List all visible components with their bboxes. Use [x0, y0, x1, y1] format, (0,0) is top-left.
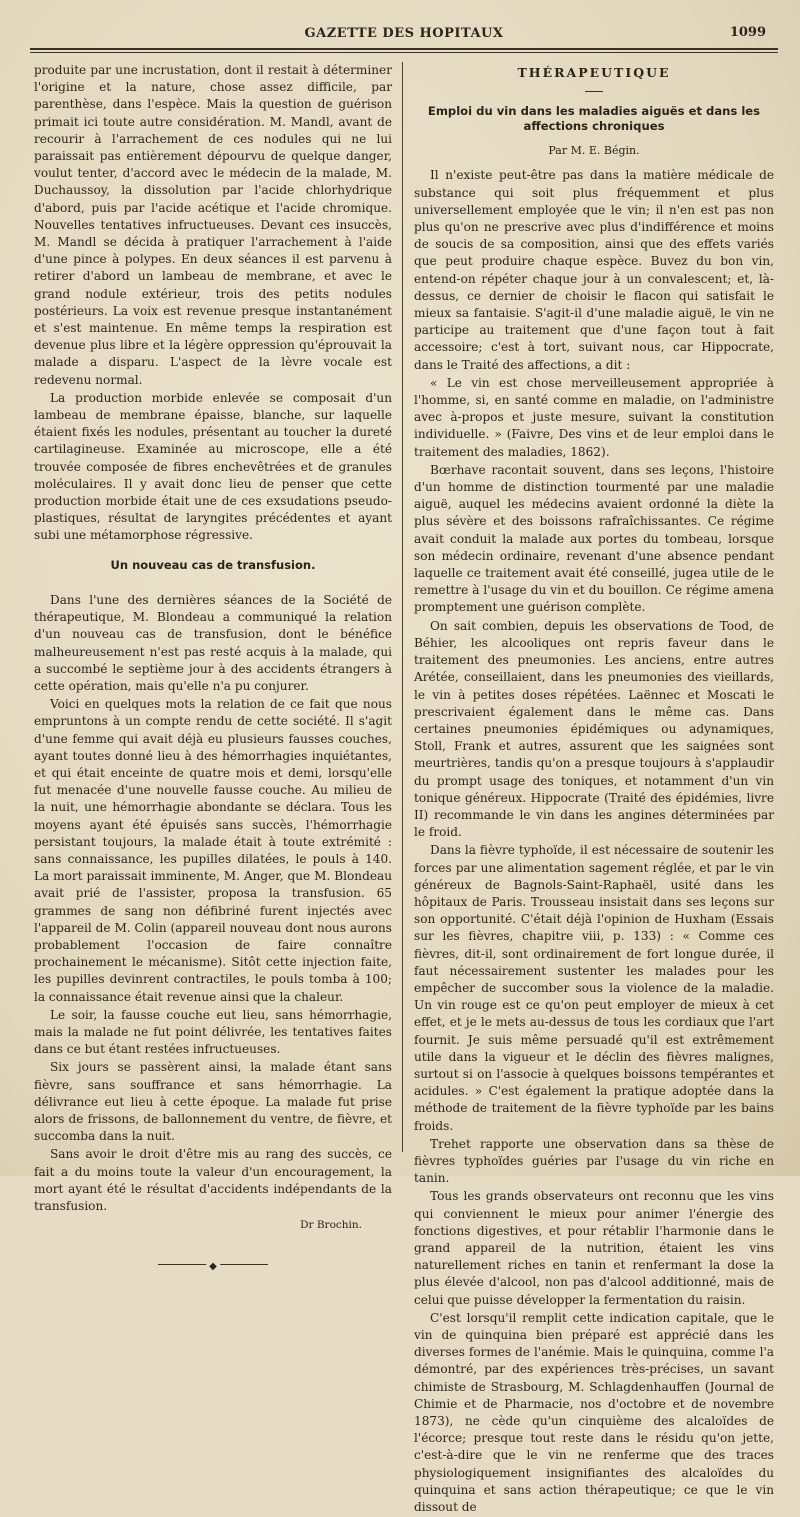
- paragraph: Sans avoir le droit d'être mis au rang des succès, ce fait a du moins toute la valeur d'un encouragement, la mort ayant été le résultat d'accidents indépendants de la transfusion.: [34, 1147, 392, 1213]
- paragraph: Il n'existe peut-être pas dans la matière médicale de substance qui soit plus fréquemment et plus universellement employée que le vin; il n'en est pas non plus qu'on ne prescrive avec plus d'indifférence et moins de soucis de sa composition, ainsi que des effets variés que peut produire chaque espèce. Buvez du bon vin, entend-on répéter chaque jour à un convalescent; et, là-dessus, ce dernier de choisir le flacon qui satisfait le mieux sa fantaisie. S'agit-il d'une maladie aiguë, le vin ne participe au traitement que d'une façon tout à fait accessoire; c'est à tort, suivant nous, car Hippocrate, dans le Traité des affections, a dit :: [414, 168, 774, 372]
- author-signature: Dr Brochin.: [300, 1219, 362, 1232]
- page-number: 1099: [729, 25, 766, 40]
- paragraph: Voici en quelques mots la relation de ce fait que nous empruntons à un compte rendu de cette société. Il s'agit d'une femme qui avait déjà eu plusieurs fausses couches, ayant toutes donné lieu à des hémorrhagies inquiétantes, et qui était enceinte de quatre mois et demi, lorsqu'elle fut menacée d'une nouvelle fausse couche. Au milieu de la nuit, une hémorrhagie abondante se déclara. Tous les moyens ayant été épuisés sans succès, l'hémorrhagie persistant toujours, la malade était à toute extrémité : sans connaissance, les pupilles dilatées, le pouls à 140. La mort paraissait imminente, M. Anger, que M. Blondeau avait prié de l'assister, proposa la transfusion. 65 grammes de sang non défibriné furent injectés avec l'appareil de M. Colin (appareil nouveau dont nous aurons probablement l'occasion de faire connaître prochainement le mécanisme). Sitôt cette injection faite, les pupilles devinrent contractiles, le pouls tomba à 100; la connaissance était revenue ainsi que la chaleur.: [34, 697, 392, 1004]
- paragraph: Six jours se passèrent ainsi, la malade étant sans fièvre, sans souffrance et sans hémorrhagie. La délivrance eut lieu à cette époque. La malade fut prise alors de frissons, de ballonnement du ventre, de fièvre, et succomba dans la nuit.: [34, 1060, 392, 1144]
- paragraph: produite par une incrustation, dont il restait à déterminer l'origine et la nature, chose assez difficile, par parenthèse, dans l'espèce. Mais la question de guérison primait ici toute autre considération. M. Mandl, avant de recourir à l'arrachement de ces nodules qui ne lui paraissait pas entièrement dépourvu de quelque danger, voulut tenter, d'accord avec le médecin de la malade, M. Duchaussoy, la dissolution par l'acide chlorhydrique d'abord, puis par l'acide acétique et l'acide chromique. Nouvelles tentatives infructueuses. Devant ces insuccès, M. Mandl se décida à pratiquer l'arrachement à l'aide d'une pince à polypes. En deux séances il est parvenu à retirer d'abord un lambeau de membrane, et avec le grand nodule extérieur, trois des petits nodules postérieurs. La voix est revenue presque instantanément et s'est maintenue. En même temps la respiration est devenue plus libre et la légère oppression qu'éprouvait la malade a disparu. L'aspect de la lèvre vocale est redevenu normal.: [34, 63, 392, 387]
- paragraph: C'est lorsqu'il remplit cette indication capitale, que le vin de quinquina bien préparé est apprécié dans les diverses formes de l'anémie. Mais le quinquina, comme l'a démontré, par des expériences très-précises, un savant chimiste de Strasbourg, M. Schlagdenhauffen (Journal de Chimie et de Pharmacie, nos d'octobre et de novembre 1873), ne cède qu'un cinquième des alcaloïdes de l'écorce; presque tout reste dans le résidu qu'on jette, c'est-à-dire que le vin ne renferme que des traces physiologiquement insignifiantes des alcaloïdes du quinquina et sans action thérapeutique; ce que le vin dissout de: [414, 1310, 774, 1515]
- article-title: Emploi du vin dans les maladies aiguës et dans les affections chroniques: [427, 104, 761, 134]
- paragraph: Trehet rapporte une observation dans sa thèse de fièvres typhoïdes guéries par l'usage du vin riche en tanin.: [414, 1136, 774, 1186]
- article-byline: Par M. E. Bégin.: [548, 144, 640, 158]
- column-divider: [402, 62, 403, 1152]
- paragraph: On sait combien, depuis les observations de Tood, de Béhier, les alcooliques ont repris faveur dans le traitement des pneumonies. Les anciens, entre autres Arétée, conseillaient, dans les pneumonies des vieillards, le vin à petites doses répétées. Laënnec et Moscati le prescrivaient également dans le même cas. Dans certaines pneumonies épidémiques ou adynamiques, Stoll, Frank et autres, assurent que les saignées sont meurtrières, tandis qu'on a presque toujours à s'applaudir du prompt usage des toniques, et notamment d'un vin tonique généreux. Hippocrate (Traité des épidémies, livre II) recommande le vin dans les angines déterminées par le froid.: [414, 618, 774, 840]
- journal-title: GAZETTE DES HOPITAUX: [304, 26, 504, 41]
- header-rule: [30, 48, 778, 50]
- paragraph: Dans la fièvre typhoïde, il est nécessaire de soutenir les forces par une alimentation sagement réglée, et par le vin généreux de Bagnols-Saint-Raphaël, usité dans les hôpitaux de Paris. Trousseau insistait dans ses leçons sur son opportunité. C'était déjà l'opinion de Huxham (Essais sur les fièvres, chapitre viii, p. 133) : « Comme ces fièvres, dit-il, sont ordinairement de fort longue durée, il faut nécessairement sustenter les malades pour les empêcher de succomber sous la violence de la maladie. Un vin rouge est ce qu'on peut employer de mieux à cet effet, et je le mets au-dessus de tous les cordiaux que l'art fournit. Je suis même persuadé qu'il est extrêmement utile dans la vigueur et le déclin des fièvres malignes, surtout si on l'associe à quelques boissons tempérantes et acidules. » C'est également la pratique adoptée dans la méthode de traitement de la fièvre typhoïde par les bains froids.: [414, 843, 774, 1133]
- rubric-rule: [585, 91, 603, 92]
- section-title: Un nouveau cas de transfusion.: [110, 557, 316, 572]
- paragraph: Bœrhave racontait souvent, dans ses leçons, l'histoire d'un homme de distinction tourmenté par une maladie aiguë, auquel les médecins avaient ordonné la diète la plus sévère et des boissons rafraîchissantes. Ce régime avait conduit la malade aux portes du tombeau, lorsque son médecin ordinaire, revenant d'une absence pendant laquelle ce traitement avait été conseillé, jugea utile de le remettre à l'usage du vin et du bouillon. Ce régime amena promptement une guérison complète.: [414, 462, 774, 615]
- right-column: [414, 62, 774, 1517]
- rubric-heading: THÉRAPEUTIQUE: [517, 65, 671, 80]
- paragraph: Dans l'une des dernières séances de la Société de thérapeutique, M. Blondeau a communiqué la relation d'un nouveau cas de transfusion, dont le bénéfice malheureusement n'est pas resté acquis à la malade, qui a succombé le septième jour à des accidents étrangers à cette opération, mais qu'elle n'a pu conjurer.: [34, 592, 392, 693]
- diamond-ornament-icon: ◆: [206, 1258, 220, 1275]
- end-ornament: [158, 1260, 268, 1273]
- header-rule-thin: [30, 52, 778, 53]
- paragraph: La production morbide enlevée se composait d'un lambeau de membrane épaisse, blanche, sur laquelle étaient fixés les nodules, présentant au toucher la dureté cartilagineuse. Examinée au microscope, elle a été trouvée composée de fibres enchevêtrées et de granules moléculaires. Il y avait donc lieu de penser que cette production morbide était une de ces exsudations pseudo-plastiques, résultat de laryngites précédentes et ayant subi une métamorphose régressive.: [34, 390, 392, 543]
- page-header: [30, 22, 778, 46]
- paragraph: Tous les grands observateurs ont reconnu que les vins qui conviennent le mieux pour animer l'énergie des fonctions digestives, et pour rétablir l'harmonie dans le grand appareil de la nutrition, étaient les vins naturellement riches en tanin et renfermant la dose la plus élevée d'alcool, non pas d'alcool additionné, mais de celui que puisse développer la fermentation du raisin.: [414, 1189, 774, 1307]
- paragraph: « Le vin est chose merveilleusement appropriée à l'homme, si, en santé comme en maladie, on l'administre avec à-propos et juste mesure, suivant la constitution individuelle. » (Faivre, Des vins et de leur emploi dans le traitement des maladies, 1862).: [414, 375, 774, 459]
- left-column: [34, 62, 392, 1273]
- paragraph: Le soir, la fausse couche eut lieu, sans hémorrhagie, mais la malade ne fut point délivrée, les tentatives faites dans ce but étant restées infructueuses.: [34, 1007, 392, 1057]
